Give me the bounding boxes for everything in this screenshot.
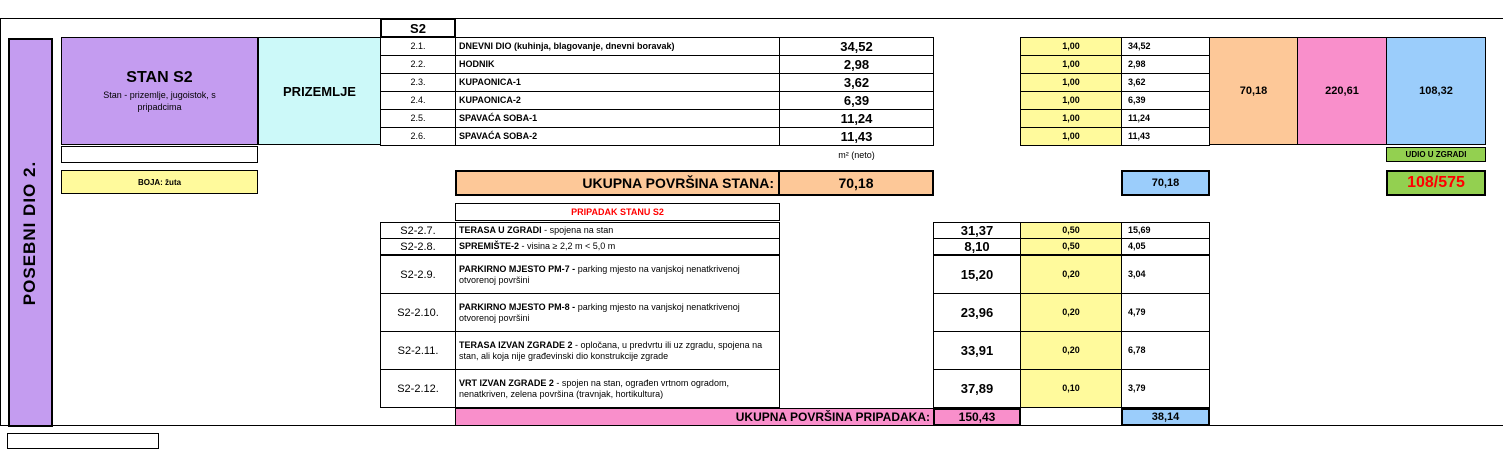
appurtenance-number: S2-2.9. xyxy=(380,255,456,294)
appurtenance-header: PRIPADAK STANU S2 xyxy=(455,203,780,221)
top-rule xyxy=(0,18,1503,19)
appurtenance-total-reduced: 38,14 xyxy=(1121,408,1210,426)
room-number: 2.6. xyxy=(380,127,456,146)
room-area: 34,52 xyxy=(779,37,934,56)
color-label: BOJA: žuta xyxy=(61,170,258,194)
appurtenance-reduced-area: 4,79 xyxy=(1121,293,1210,332)
appurtenance-title: PARKIRNO MJESTO PM-7 - xyxy=(459,263,576,274)
room-area: 6,39 xyxy=(779,91,934,110)
room-area: 2,98 xyxy=(779,55,934,74)
room-coefficient: 1,00 xyxy=(1020,91,1122,110)
room-reduced-area: 6,39 xyxy=(1121,91,1210,110)
appurtenance-area: 8,10 xyxy=(933,238,1021,255)
room-coefficient: 1,00 xyxy=(1020,55,1122,74)
appurtenance-coefficient: 0,50 xyxy=(1020,222,1122,239)
appurtenance-reduced-area: 3,04 xyxy=(1121,255,1210,294)
appurtenance-coefficient: 0,10 xyxy=(1020,369,1122,408)
apartment-total-reduced: 70,18 xyxy=(1121,170,1210,196)
appurtenance-number: S2-2.12. xyxy=(380,369,456,408)
appurtenance-area: 37,89 xyxy=(933,369,1021,408)
udio-value: 108/575 xyxy=(1386,170,1486,196)
appurtenance-desc: parking mjesto na vanjskoj nenatkrivenoj otvorenoj površini xyxy=(459,301,740,323)
room-coefficient: 1,00 xyxy=(1020,127,1122,146)
apartment-total-label: UKUPNA POVRŠINA STANA: xyxy=(455,170,780,196)
appurtenance-area: 31,37 xyxy=(933,222,1021,239)
appurtenance-description xyxy=(455,293,780,332)
room-reduced-area: 11,24 xyxy=(1121,109,1210,128)
appurtenance-reduced-area: 15,69 xyxy=(1121,222,1210,239)
appurtenance-desc: - spojena na stan xyxy=(541,225,614,235)
appurtenance-number: S2-2.10. xyxy=(380,293,456,332)
room-reduced-area: 11,43 xyxy=(1121,127,1210,146)
appurtenance-number: S2-2.8. xyxy=(380,238,456,255)
total-net-area: 70,18 xyxy=(1209,37,1298,145)
room-number: 2.5. xyxy=(380,109,456,128)
appurtenance-title: TERASA IZVAN ZGRADE 2 xyxy=(459,339,573,350)
appurtenance-description xyxy=(455,222,780,239)
room-number: 2.1. xyxy=(380,37,456,56)
room-number: 2.2. xyxy=(380,55,456,74)
appurtenance-coefficient: 0,20 xyxy=(1020,255,1122,294)
room-reduced-area: 2,98 xyxy=(1121,55,1210,74)
appurtenance-coefficient: 0,20 xyxy=(1020,293,1122,332)
unit-description: Stan - prizemlje, jugoistok, s pripadcima xyxy=(103,90,216,112)
appurtenance-desc: - spojen na stan, ograđen vrtnom ogradom, nenatkriven, zelena površina (travnjak, hortikultura) xyxy=(459,377,729,399)
appurtenance-desc: - visina ≥ 2,2 m < 5,0 m xyxy=(519,241,616,251)
appurtenance-reduced-area: 6,78 xyxy=(1121,331,1210,370)
appurtenance-description xyxy=(455,369,780,408)
section-header: S2 xyxy=(380,18,456,38)
appurtenance-coefficient: 0,50 xyxy=(1020,238,1122,255)
appurtenance-title: VRT IZVAN ZGRADE 2 xyxy=(459,377,554,388)
room-coefficient: 1,00 xyxy=(1020,109,1122,128)
appurtenance-reduced-area: 3,79 xyxy=(1121,369,1210,408)
room-name: HODNIK xyxy=(455,55,780,74)
appurtenance-area: 23,96 xyxy=(933,293,1021,332)
room-name: KUPAONICA-2 xyxy=(455,91,780,110)
appurtenance-total-value: 150,43 xyxy=(933,408,1021,426)
side-label-box xyxy=(8,38,53,427)
left-rule xyxy=(0,18,1,426)
appurtenance-total-label: UKUPNA POVRŠINA PRIPADAKA: xyxy=(455,408,935,426)
room-name: SPAVAĆA SOBA-2 xyxy=(455,127,780,146)
unit-title-cell xyxy=(61,37,258,145)
room-coefficient: 1,00 xyxy=(1020,73,1122,92)
room-name: KUPAONICA-1 xyxy=(455,73,780,92)
room-area: 11,43 xyxy=(779,127,934,146)
udio-label: UDIO U ZGRADI xyxy=(1386,147,1486,162)
room-number: 2.4. xyxy=(380,91,456,110)
empty-cell xyxy=(61,146,258,163)
appurtenance-area: 33,91 xyxy=(933,331,1021,370)
appurtenance-coefficient: 0,20 xyxy=(1020,331,1122,370)
unit-floor: PRIZEMLJE xyxy=(258,37,381,145)
apartment-total-value: 70,18 xyxy=(778,170,934,196)
appurtenance-description xyxy=(455,255,780,294)
room-number: 2.3. xyxy=(380,73,456,92)
appurtenance-desc: parking mjesto na vanjskoj nenatkrivenoj otvorenoj površini xyxy=(459,263,740,285)
room-area: 3,62 xyxy=(779,73,934,92)
appurtenance-title: TERASA U ZGRADI xyxy=(459,225,542,235)
unit-note: m² (neto) xyxy=(838,149,875,160)
total-gross-area: 220,61 xyxy=(1297,37,1387,145)
side-label: POSEBNI DIO 2. xyxy=(20,160,40,305)
appurtenance-description xyxy=(455,238,780,255)
room-coefficient: 1,00 xyxy=(1020,37,1122,56)
room-reduced-area: 3,62 xyxy=(1121,73,1210,92)
total-weighted-area: 108,32 xyxy=(1386,37,1486,145)
appurtenance-title: SPREMIŠTE-2 xyxy=(459,241,520,251)
room-reduced-area: 34,52 xyxy=(1121,37,1210,56)
appurtenance-area: 15,20 xyxy=(933,255,1021,294)
appurtenance-description xyxy=(455,331,780,370)
room-name: DNEVNI DIO (kuhinja, blagovanje, dnevni boravak) xyxy=(455,37,780,56)
appurtenance-number: S2-2.11. xyxy=(380,331,456,370)
unit-title: STAN S2 xyxy=(126,69,193,86)
appurtenance-reduced-area: 4,05 xyxy=(1121,238,1210,255)
room-area: 11,24 xyxy=(779,109,934,128)
appurtenance-title: PARKIRNO MJESTO PM-8 - xyxy=(459,301,576,312)
room-name: SPAVAĆA SOBA-1 xyxy=(455,109,780,128)
appurtenance-desc: - opločana, u predvrtu ili uz zgradu, spojena na stan, ali koja nije građevinski dio konstrukcije zgrade xyxy=(459,339,763,361)
appurtenance-number: S2-2.7. xyxy=(380,222,456,239)
